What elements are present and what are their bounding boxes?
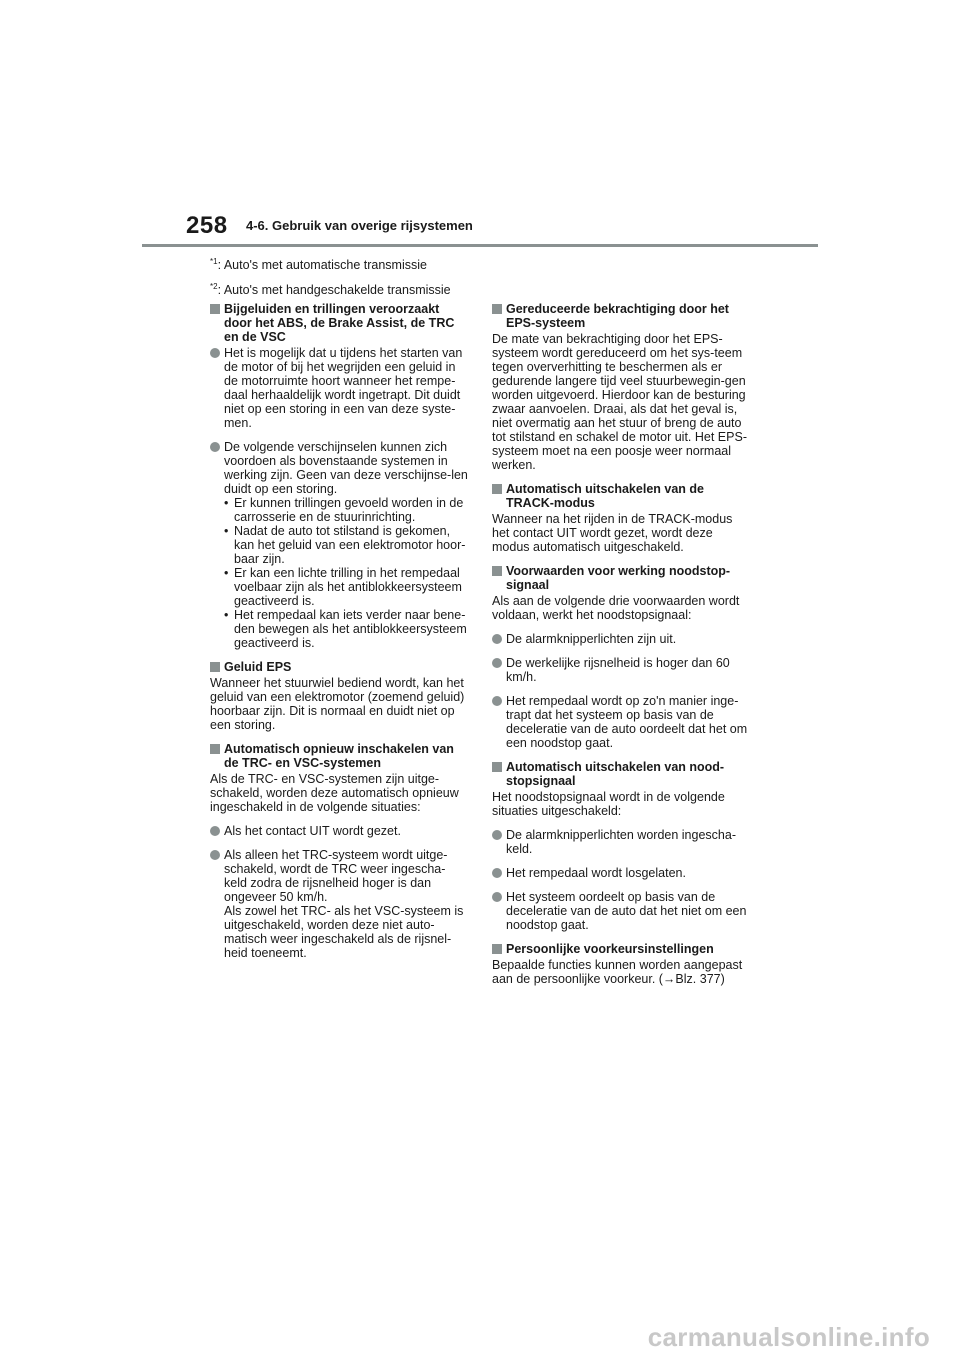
circle-bullet-icon [210, 442, 220, 452]
square-bullet-icon [492, 762, 502, 772]
circle-bullet-icon [492, 696, 502, 706]
section-heading: Automatisch uitschakelen van de TRACK-modus [492, 482, 750, 510]
bullet-item: Als het contact UIT wordt gezet. [210, 824, 468, 838]
square-bullet-icon [492, 944, 502, 954]
bullet-item: De alarmknipperlichten zijn uit. [492, 632, 750, 646]
left-column [210, 302, 468, 970]
square-bullet-icon [210, 662, 220, 672]
section-heading: Persoonlijke voorkeursinstellingen [492, 942, 750, 956]
square-bullet-icon [210, 744, 220, 754]
paragraph: Als de TRC- en VSC-systemen zijn uitge-schakeld, worden deze automatisch opnieuw ingeschakeld in de volgende situaties: [210, 772, 459, 814]
section-heading: Voorwaarden voor werking noodstop-signaal [492, 564, 750, 592]
section-heading: Bijgeluiden en trillingen veroorzaakt door het ABS, de Brake Assist, de TRC en de VSC [210, 302, 468, 344]
bullet-item: De volgende verschijnselen kunnen zich voordoen als bovenstaande systemen in werking zijn. Geen van deze verschijnse-len duidt op een storing. • Er kunnen trillingen gevoeld worden in de carrosserie en de stuurinrichting. • Nadat de auto tot stilstand is gekomen, kan het geluid van een elektromotor hoor-baar zijn. • Er kan een lichte trilling in het rempedaal voelbaar zijn als het antiblokkeersysteem geactiveerd is. • Het rempedaal kan iets verder naar bene-den bewegen als het antiblokkeersysteem geactiveerd is. [210, 440, 468, 650]
paragraph: Het noodstopsignaal wordt in de volgende situaties uitgeschakeld: [492, 790, 725, 818]
bullet-item: Het rempedaal wordt losgelaten. [492, 866, 750, 880]
section-heading: Gereduceerde bekrachtiging door het EPS-systeem [492, 302, 750, 330]
paragraph: Wanneer het stuurwiel bediend wordt, kan het geluid van een elektromotor (zoemend geluid) hoorbaar zijn. Dit is normaal en duidt niet op een storing. [210, 676, 465, 732]
square-bullet-icon [492, 566, 502, 576]
paragraph: De mate van bekrachtiging door het EPS-systeem wordt gereduceerd om het sys-teem tegen oververhitting te beschermen als er gedurende langere tijd veel stuurbewegin-gen worden uitgevoerd. Hierdoor kan de besturing zwaar aanvoelen. Draai, als dat het geval is, niet overmatig aan het stuur of breng de auto tot stilstand en schakel de motor uit. Het EPS-systeem moet na een poosje weer normaal werken. [492, 332, 747, 472]
paragraph: Als aan de volgende drie voorwaarden wordt voldaan, werkt het noodstopsignaal: [492, 594, 740, 622]
circle-bullet-icon [492, 830, 502, 840]
footnote-mark: *2 [210, 282, 218, 292]
circle-bullet-icon [210, 826, 220, 836]
footnote-mark: *1 [210, 257, 218, 266]
section-heading: Geluid EPS [210, 660, 468, 674]
bullet-item: Het is mogelijk dat u tijdens het starten van de motor of bij het wegrijden een geluid in de motorruimte hoort wanneer het rempe-daal herhaaldelijk wordt ingetrapt. Dit duidt niet op een storing in een van deze syste-men. [210, 346, 468, 430]
header-divider [142, 244, 818, 247]
circle-bullet-icon [210, 850, 220, 860]
square-bullet-icon [492, 484, 502, 494]
bullet-item: Het rempedaal wordt op zo'n manier inge-trapt dat het systeem op basis van de deceleratie van de auto oordeelt dat het om een noodstop gaat. [492, 694, 750, 750]
sub-item: • Het rempedaal kan iets verder naar bene-den bewegen als het antiblokkeersysteem geactiveerd is. [224, 608, 467, 650]
sub-item: • Er kunnen trillingen gevoeld worden in de carrosserie en de stuurinrichting. [224, 496, 464, 524]
footnote-text: : Auto's met handgeschakelde transmissie [217, 283, 451, 298]
circle-bullet-icon [210, 348, 220, 358]
page-number: 258 [186, 212, 228, 239]
square-bullet-icon [492, 304, 502, 314]
circle-bullet-icon [492, 658, 502, 668]
bullet-item: De alarmknipperlichten worden ingescha-keld. [492, 828, 750, 856]
square-bullet-icon [210, 304, 220, 314]
paragraph: Bepaalde functies kunnen worden aangepast aan de persoonlijke voorkeur. (→Blz. 377) [492, 958, 743, 986]
watermark: carmanualsonline.info [647, 1322, 930, 1352]
section-heading: Automatisch uitschakelen van nood-stopsignaal [492, 760, 750, 788]
circle-bullet-icon [492, 868, 502, 878]
bullet-item: De werkelijke rijsnelheid is hoger dan 60 km/h. [492, 656, 750, 684]
footnote-2 [210, 279, 451, 298]
section-title: 4-6. Gebruik van overige rijsystemen [246, 218, 473, 233]
circle-bullet-icon [492, 892, 502, 902]
footnotes [210, 254, 451, 304]
right-column [492, 302, 750, 996]
footnote-1 [210, 254, 451, 273]
circle-bullet-icon [492, 634, 502, 644]
sub-item: • Er kan een lichte trilling in het rempedaal voelbaar zijn als het antiblokkeersysteem geactiveerd is. [224, 566, 462, 608]
section-heading: Automatisch opnieuw inschakelen van de TRC- en VSC-systemen [210, 742, 468, 770]
bullet-item: Het systeem oordeelt op basis van de deceleratie van de auto dat het niet om een noodstop gaat. [492, 890, 750, 932]
sub-item: • Nadat de auto tot stilstand is gekomen, kan het geluid van een elektromotor hoor-baar zijn. [224, 524, 466, 566]
bullet-item: Als alleen het TRC-systeem wordt uitge-schakeld, wordt de TRC weer ingescha-keld zodra de rijsnelheid hoger is dan ongeveer 50 km/h. Als zowel het TRC- als het VSC-systeem is uitgeschakeld, worden deze niet auto-matisch weer ingeschakeld als de rijsnel-heid toeneemt. [210, 848, 468, 960]
paragraph: Wanneer na het rijden in de TRACK-modus het contact UIT wordt gezet, wordt deze modus automatisch uitgeschakeld. [492, 512, 733, 554]
footnote-text: : Auto's met automatische transmissie [217, 258, 427, 273]
